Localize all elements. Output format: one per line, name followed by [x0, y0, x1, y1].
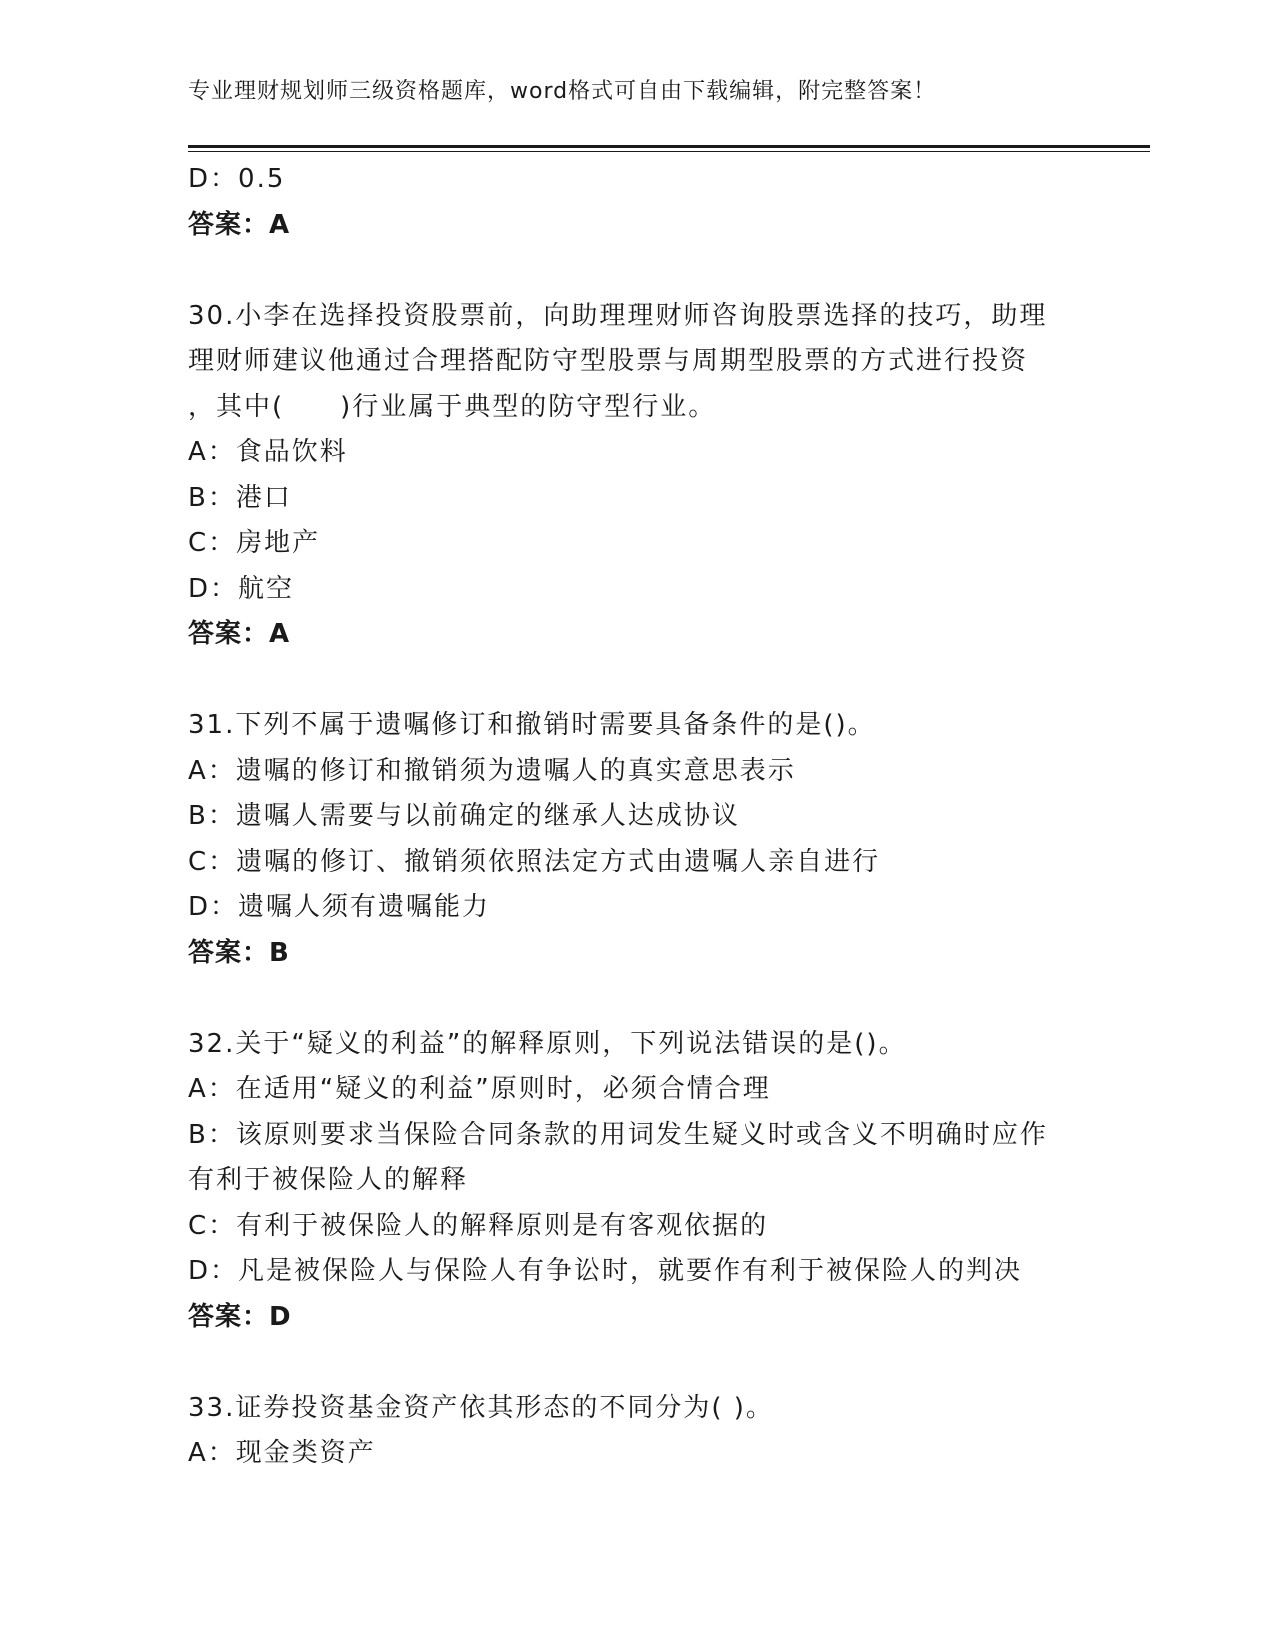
- question-31: [188, 703, 1088, 976]
- option-a: A：遗嘱的修订和撤销须为遗嘱人的真实意思表示: [188, 755, 796, 786]
- header-rule-thick: [188, 145, 1150, 148]
- option-d: D：遗嘱人须有遗嘱能力: [188, 892, 491, 922]
- question-33: [188, 1386, 1088, 1477]
- option-d: D：凡是被保险人与保险人有争讼时，就要作有利于被保险人的判决: [188, 1256, 1023, 1286]
- option-a: A：现金类资产: [188, 1438, 376, 1468]
- answer: 答案：B: [188, 937, 290, 968]
- option-c: C：有利于被保险人的解释原则是有客观依据的: [188, 1210, 769, 1241]
- question-stem: ，其中( )行业属于典型的防守型行业。: [188, 391, 717, 422]
- question-stem: 理财师建议他通过合理搭配防守型股票与周期型股票的方式进行投资: [188, 346, 1029, 376]
- header-rule-thin: [188, 151, 1150, 152]
- spacer: [188, 658, 1088, 704]
- option-c: C：房地产: [188, 528, 321, 558]
- option-b: B：遗嘱人需要与以前确定的继承人达成协议: [188, 801, 740, 831]
- question-stem: 32.关于“疑义的利益”的解释原则，下列说法错误的是()。: [188, 1028, 907, 1059]
- question-stem: 33.证券投资基金资产依其形态的不同分为( )。: [188, 1392, 774, 1423]
- question-stem: 31.下列不属于遗嘱修订和撤销时需要具备条件的是()。: [188, 710, 876, 740]
- option-c: C：遗嘱的修订、撤销须依照法定方式由遗嘱人亲自进行: [188, 846, 881, 877]
- answer: 答案：D: [188, 1301, 292, 1332]
- page-header: 专业理财规划师三级资格题库，word格式可自由下载编辑，附完整答案！: [188, 79, 937, 104]
- option-b: B：港口: [188, 482, 292, 513]
- option-d: D：0.5: [188, 164, 286, 194]
- question-32: [188, 1022, 1088, 1341]
- spacer: [188, 1340, 1088, 1386]
- question-30: [188, 294, 1088, 658]
- spacer: [188, 248, 1088, 294]
- document-body: [188, 157, 1088, 1477]
- option-d: D：航空: [188, 573, 295, 604]
- spacer: [188, 976, 1088, 1022]
- answer: 答案：A: [188, 619, 291, 649]
- option-b-continued: 有利于被保险人的解释: [188, 1165, 469, 1195]
- answer: 答案：A: [188, 209, 291, 240]
- option-a: A：食品饮料: [188, 437, 348, 467]
- question-stem: 30.小李在选择投资股票前，向助理理财师咨询股票选择的技巧，助理: [188, 300, 1048, 331]
- option-a: A：在适用“疑义的利益”原则时，必须合情合理: [188, 1074, 771, 1104]
- option-b: B：该原则要求当保险合同条款的用词发生疑义时或含义不明确时应作: [188, 1119, 1048, 1150]
